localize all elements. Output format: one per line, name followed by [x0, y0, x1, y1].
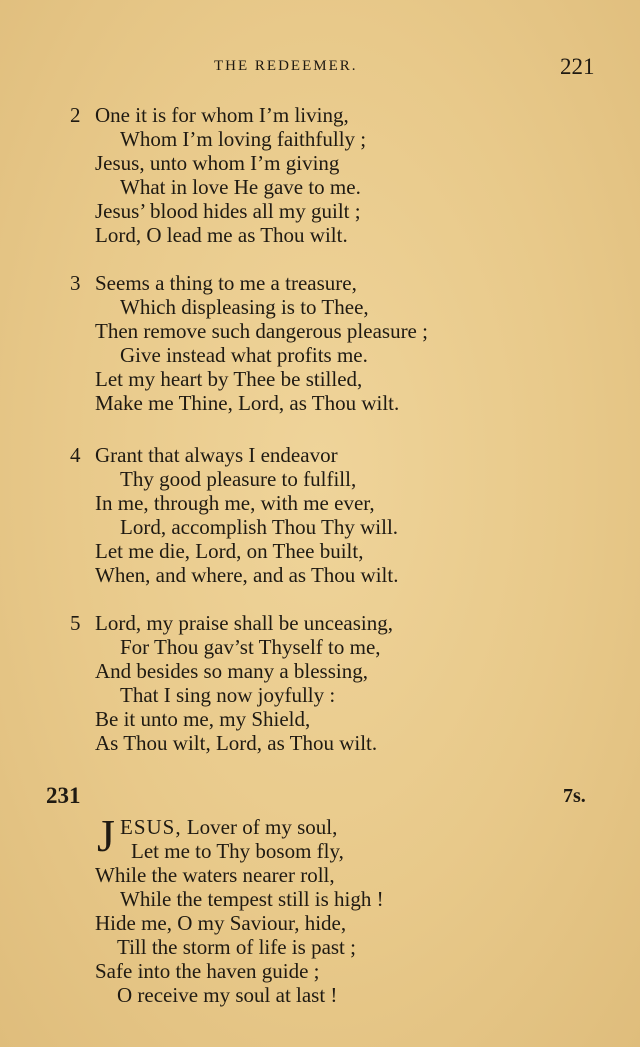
hymn-meter: 7s. — [563, 785, 586, 807]
verse-line: Jesus, unto whom I’m giving — [95, 151, 340, 175]
verse-number: 3 — [70, 271, 81, 295]
verse-line: Jesus’ blood hides all my guilt ; — [95, 199, 361, 223]
hymn-line: While the tempest still is high ! — [120, 887, 384, 911]
verse-line: That I sing now joyfully : — [120, 683, 336, 707]
hymn-first-line — [120, 815, 337, 839]
verse-line: When, and where, and as Thou wilt. — [95, 563, 399, 587]
verse-line: Grant that always I endeavor — [95, 443, 338, 467]
drop-cap: J — [97, 810, 115, 861]
verse-line: For Thou gav’st Thyself to me, — [120, 635, 381, 659]
first-word: ESUS, — [120, 815, 182, 839]
verse-number: 5 — [70, 611, 81, 635]
hymn-line: While the waters nearer roll, — [95, 863, 335, 887]
verse-number: 2 — [70, 103, 81, 127]
verse-line: Make me Thine, Lord, as Thou wilt. — [95, 391, 400, 415]
verse-line: What in love He gave to me. — [120, 175, 361, 199]
hymn-number: 231 — [46, 783, 81, 808]
verse-line: Whom I’m loving faithfully ; — [120, 127, 367, 151]
verse-line: Seems a thing to me a treasure, — [95, 271, 357, 295]
verse-line: In me, through me, with me ever, — [95, 491, 375, 515]
verse-line: Give instead what profits me. — [120, 343, 368, 367]
verse-line: Then remove such dangerous pleasure ; — [95, 319, 428, 343]
verse-line: Thy good pleasure to fulfill, — [120, 467, 357, 491]
verse-line: As Thou wilt, Lord, as Thou wilt. — [95, 731, 378, 755]
verse-line: One it is for whom I’m living, — [95, 103, 349, 127]
verse-line: Lord, O lead me as Thou wilt. — [95, 223, 348, 247]
verse-number: 4 — [70, 443, 81, 467]
verse-line: And besides so many a blessing, — [95, 659, 368, 683]
verse-line: Let me die, Lord, on Thee built, — [95, 539, 364, 563]
hymn-line: Till the storm of life is past ; — [117, 935, 356, 959]
verse-line: Which displeasing is to Thee, — [120, 295, 369, 319]
first-line-rest: Lover of my soul, — [181, 815, 338, 839]
verse-line: Lord, my praise shall be unceasing, — [95, 611, 393, 635]
verse-line: Let my heart by Thee be stilled, — [95, 367, 363, 391]
hymn-line: Safe into the haven guide ; — [95, 959, 320, 983]
verse-line: Lord, accomplish Thou Thy will. — [120, 515, 399, 539]
running-title: THE REDEEMER. — [214, 58, 358, 74]
hymn-line: O receive my soul at last ! — [117, 983, 338, 1007]
hymn-line: Hide me, O my Saviour, hide, — [95, 911, 347, 935]
hymn-line: Let me to Thy bosom fly, — [131, 839, 344, 863]
verse-line: Be it unto me, my Shield, — [95, 707, 311, 731]
page-number: 221 — [560, 54, 595, 79]
